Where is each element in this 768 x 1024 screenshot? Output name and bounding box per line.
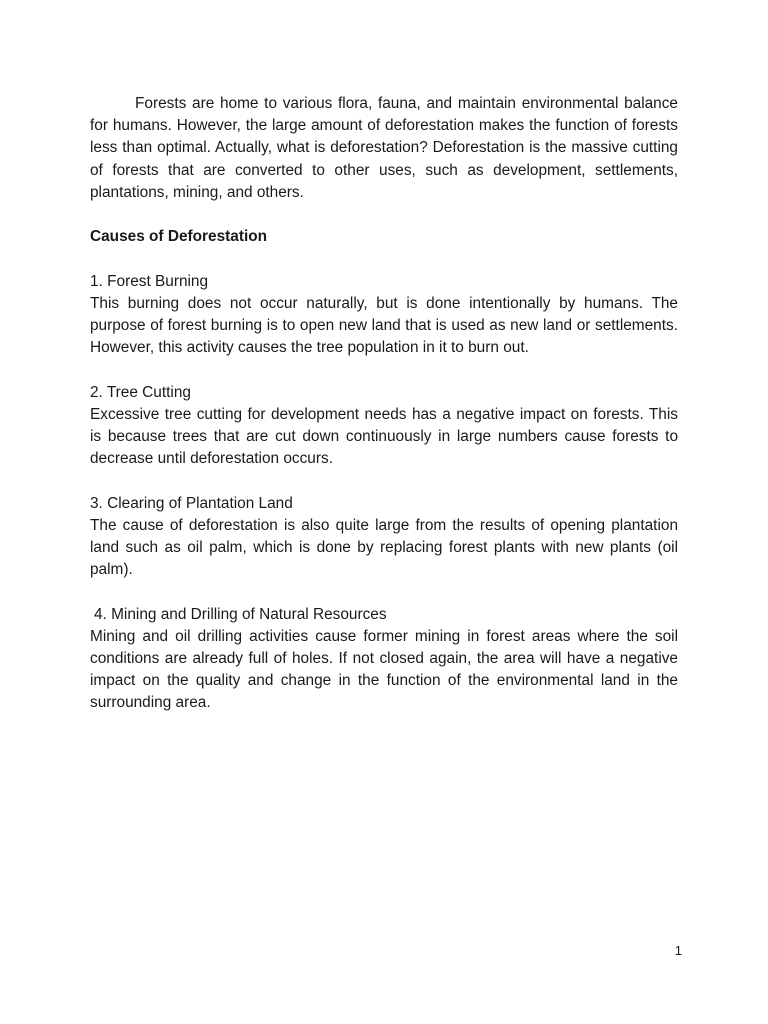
cause-section-forest-burning bbox=[90, 271, 678, 360]
cause-section-tree-cutting bbox=[90, 382, 678, 471]
cause-body: Excessive tree cutting for development needs has a negative impact on forests. This is because trees that are cut down continuously in large numbers cause forests to decrease until deforestation occurs. bbox=[90, 405, 678, 468]
cause-section-plantation-land bbox=[90, 493, 678, 582]
cause-title: 1. Forest Burning bbox=[90, 272, 209, 290]
intro-paragraph: Forests are home to various flora, fauna, and maintain environmental balance for humans. However, the large amount of deforestation makes the function of forests less than optimal. Actually, what is deforestation? Deforestation is the massive cutting of forests that are converted to other uses, such as development, settlements, plantations, mining, and others. bbox=[90, 95, 678, 201]
document-body bbox=[90, 93, 678, 715]
cause-body: This burning does not occur naturally, but is done intentionally by humans. The purpose of forest burning is to open new land that is used as new land or settlements. However, this activity causes the tree population in it to burn out. bbox=[90, 294, 678, 357]
cause-body: The cause of deforestation is also quite large from the results of opening plantation land such as oil palm, which is done by replacing forest plants with new plants (oil palm). bbox=[90, 516, 678, 579]
page-number: 1 bbox=[674, 943, 682, 958]
cause-section-mining-drilling bbox=[90, 604, 678, 715]
section-heading: Causes of Deforestation bbox=[90, 228, 268, 246]
cause-title: 4. Mining and Drilling of Natural Resources bbox=[94, 605, 387, 623]
cause-title: 3. Clearing of Plantation Land bbox=[90, 494, 293, 512]
cause-title: 2. Tree Cutting bbox=[90, 383, 191, 401]
cause-body: Mining and oil drilling activities cause former mining in forest areas where the soil conditions are already full of holes. If not closed again, the area will have a negative impact on the quality and change in the function of the environmental land in the surrounding area. bbox=[90, 627, 678, 712]
